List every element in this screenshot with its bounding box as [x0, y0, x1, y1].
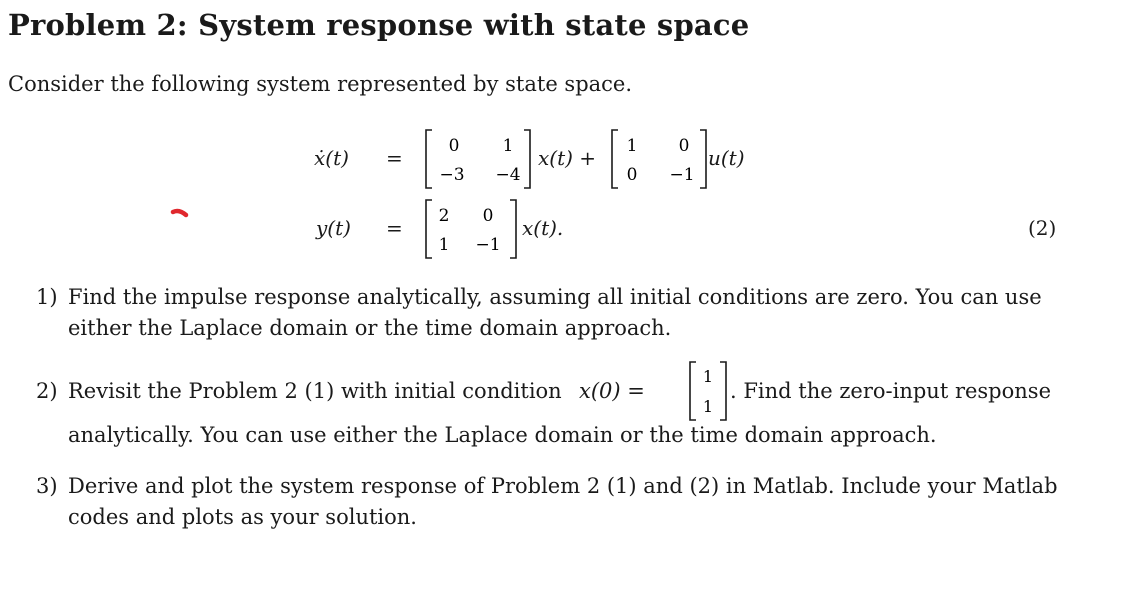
initial-condition-lhs: x(0) = — [579, 379, 645, 403]
list-item — [8, 358, 1138, 454]
matrix-A-cell: −4 — [495, 165, 521, 185]
matrix-A-cell: −3 — [439, 165, 465, 185]
equals-sign: = — [386, 146, 403, 170]
item-line: Find the impulse response analytically, assuming all initial conditions are zero. You can use — [68, 285, 1042, 309]
vector-cell: 1 — [702, 397, 714, 416]
item-line: Derive and plot the system response of Problem 2 (1) and (2) in Matlab. Include your Matlab — [68, 474, 1058, 498]
item-line: either the Laplace domain or the time domain approach. — [68, 316, 672, 340]
x-term-end: x(t). — [522, 216, 564, 240]
matrix-B-cell: 0 — [678, 136, 690, 156]
item-line: codes and plots as your solution. — [68, 505, 417, 529]
problem-title: Problem 2: System response with state space — [8, 8, 750, 42]
item-text: Revisit the Problem 2 (1) with initial condition — [68, 379, 562, 403]
equals-sign: = — [386, 216, 403, 240]
initial-condition-vector — [688, 358, 730, 424]
matrix-B-cell: 0 — [626, 165, 638, 185]
matrix-A — [424, 126, 534, 192]
item-label: 3) — [36, 474, 58, 498]
matrix-C-cell: 2 — [438, 206, 450, 226]
matrix-B-cell: −1 — [669, 165, 695, 185]
matrix-C — [424, 196, 520, 262]
x-term: x(t) + — [538, 146, 597, 170]
state-space-equations — [0, 120, 1144, 260]
vector-cell: 1 — [702, 367, 714, 386]
matrix-C-cell: 1 — [438, 235, 450, 255]
xdot-lhs: ẋ(t) — [314, 146, 349, 170]
y-lhs: y(t) — [316, 216, 351, 240]
matrix-C-cell: 0 — [482, 206, 494, 226]
red-mark-icon — [170, 206, 190, 220]
matrix-B-cell: 1 — [626, 136, 638, 156]
list-item — [8, 282, 1138, 346]
equation-number: (2) — [1028, 216, 1057, 240]
matrix-A-cell: 1 — [502, 136, 514, 156]
matrix-C-cell: −1 — [475, 235, 501, 255]
item-text: . Find the zero-input response — [730, 379, 1051, 403]
u-term: u(t) — [708, 146, 745, 170]
list-item — [8, 471, 1138, 535]
item-label: 2) — [36, 379, 58, 403]
intro-text: Consider the following system represented by state space. — [8, 72, 633, 96]
item-line: analytically. You can use either the Laplace domain or the time domain approach. — [68, 423, 937, 447]
matrix-A-cell: 0 — [448, 136, 460, 156]
matrix-B — [610, 126, 710, 192]
item-label: 1) — [36, 285, 58, 309]
